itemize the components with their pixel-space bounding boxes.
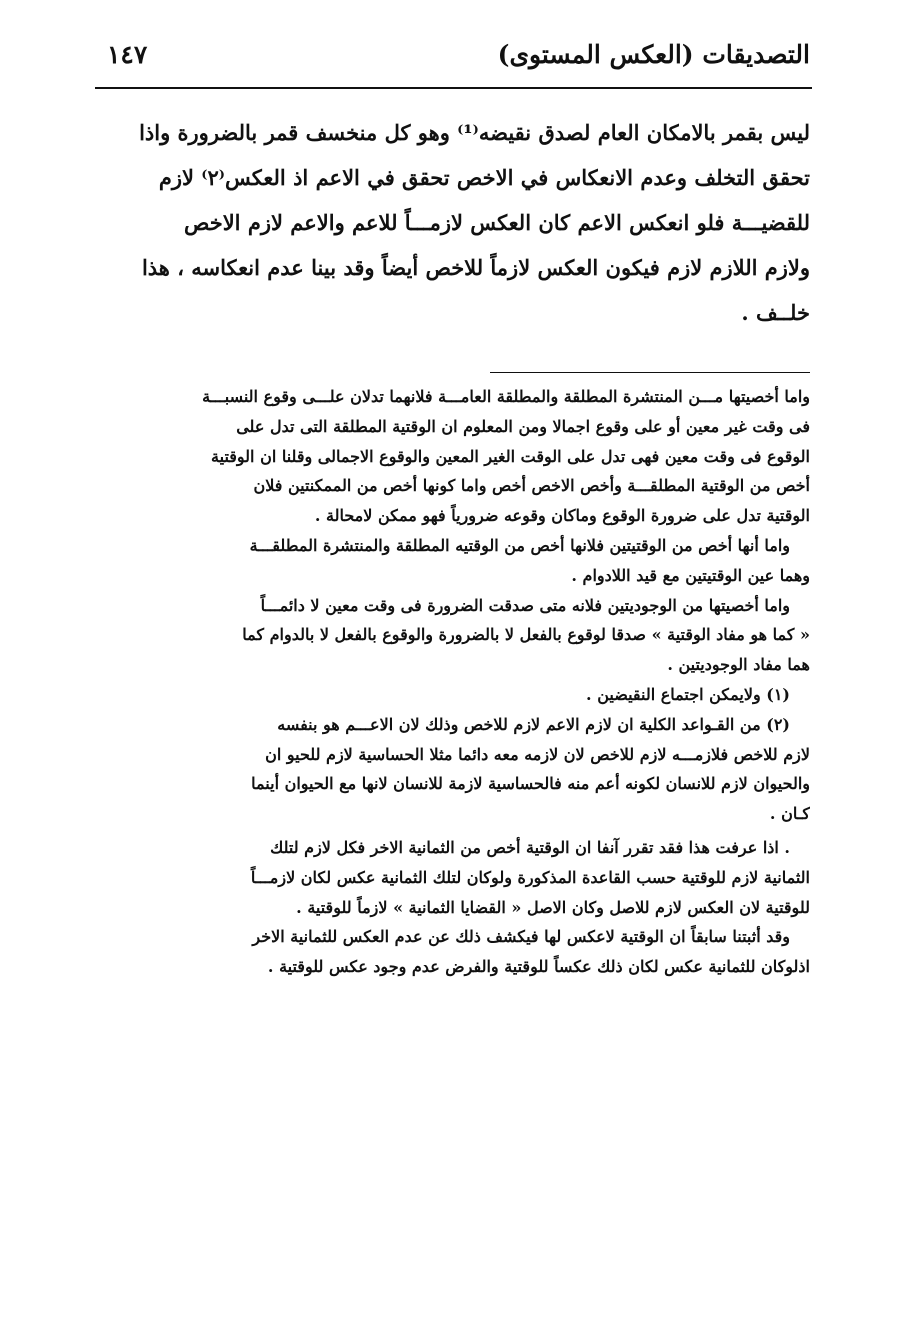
footnote-line: الثمانية لازم للوقتية حسب القاعدة المذكورة ولوكان لتلك الثمانية عكس لكان لازمـــاً (250, 867, 810, 887)
footnote-rule (490, 372, 810, 373)
footnote-line: لازم للاخص فلازمـــه لازم للاخص لان لازمه معه دائما مثلا الحساسية لازم للحيو ان (265, 744, 810, 764)
main-text (103, 110, 810, 335)
header-rule (95, 87, 812, 89)
footnote-line: وهما عين الوقتيتين مع قيد اللادوام . (571, 565, 810, 585)
main-text-line: للقضيـــة فلو انعكس الاعم كان العكس لازمـــاً للاعم والاعم لازم الاخص (184, 210, 810, 235)
footnote-line: والحيوان لازم للانسان لكونه أعم منه فالحساسية لازمة للانسان لانها مع الحيوان أينما (251, 774, 810, 794)
page-header (95, 30, 810, 82)
main-text-line: ولازم اللازم لازم فيكون العكس لازماً للاخص أيضاً وقد بينا عدم انعكاسه ، هذا (141, 255, 810, 280)
footnote-1: (١) ولايمكن اجتماع النقيضين . (586, 684, 790, 704)
footnote-line: للوقتية لان العكس لازم للاصل وكان الاصل « القضايا الثمانية » لازماً للوقتية . (296, 897, 810, 917)
footnote-line: أخص من الوقتية المطلقـــة وأخص الاخص أخص واما كونها أخص من الممكنتين فلان (253, 476, 810, 496)
footnote-line: « كما هو مفاد الوقتية » صدقا لوقوع بالفعل لا بالضرورة والوقوع بالفعل لا بالدوام كما (242, 625, 810, 645)
footnote-line: واما أخصيتها من الوجوديتين فلانه متى صدقت الضرورة فى وقت معين لا دائمـــاً (260, 595, 790, 615)
page-number: ١٤٧ (107, 40, 148, 69)
footnote-line: واما أنها أخص من الوقتيتين فلانها أخص من الوقتيه المطلقة والمنتشرة المطلقـــة (249, 535, 790, 555)
footnote-line: فى وقت غير معين أو على وقوع اجمالا ومن المعلوم ان الوقتية المطلقة التى تدل على (236, 416, 810, 436)
footnote-line: وقد أثبتنا سابقاً ان الوقتية لاعكس لها فيكشف ذلك عن عدم العكس للثمانية الاخر (252, 927, 790, 947)
main-text-line: ليس بقمر بالامكان العام لصدق نقيضه⁽¹⁾ وهو كل منخسف قمر بالضرورة واذا (139, 120, 810, 145)
footnote-line: الوقتية تدل على ضرورة الوقوع وماكان وقوعه ضرورياً فهو ممكن لامحالة . (314, 506, 810, 526)
footnote-line: كـان . (769, 804, 810, 824)
main-text-line: تحقق التخلف وعدم الانعكاس في الاخص تحقق في الاعم اذ العكس⁽٢⁾ لازم (158, 165, 810, 190)
footnote-2: (٢) من القـواعد الكلية ان لازم الاعم لازم للاخص وذلك لان الاعـــم هو بنفسه (277, 714, 790, 734)
footnote-line: هما مفاد الوجوديتين . (667, 655, 810, 675)
footnote-line: الوقوع فى وقت معين فهى تدل على الوقت الغير المعين والوقوع الاجمالى وقلنا ان الوقتية (211, 446, 810, 466)
footnote-line: واما أخصيتها مـــن المنتشرة المطلقة والمطلقة العامـــة فلانهما تدلان علـــى وقوع النسبـــة (202, 387, 810, 406)
footnotes (103, 382, 810, 982)
main-text-line: خلــف . (741, 300, 810, 325)
footnote-line: اذلوكان للثمانية عكس لكان ذلك عكساً للوقتية والفرض عدم وجود عكس للوقتية . (267, 957, 810, 977)
running-title: التصديقات (العكس المستوى) (497, 40, 810, 69)
footnote-line: . اذا عرفت هذا فقد تقرر آنفا ان الوقتية أخص من الثمانية الاخر فكل لازم لتلك (270, 837, 790, 857)
